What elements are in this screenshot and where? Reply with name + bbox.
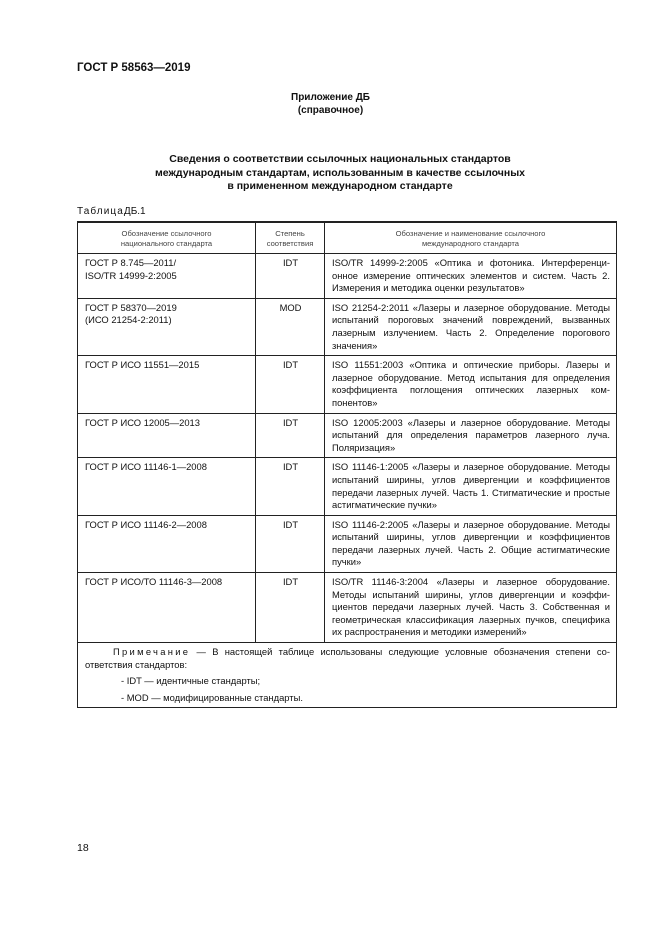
national-standard: ГОСТ Р ИСО 12005—2013 — [85, 416, 200, 428]
degree-cell: IDT — [256, 356, 325, 413]
national-standard-cell — [78, 254, 256, 299]
national-standard: (ИСО 21254-2:2011) — [85, 314, 172, 326]
header-line: соответствия — [266, 239, 314, 248]
degree-cell: IDT — [256, 515, 325, 572]
table-caption-number: ДБ.1 — [123, 206, 146, 217]
international-standard-cell: ISO 21254-2:2011 «Лазеры и лазерное оборудование. Методы испытаний пороговых значений повреждений, вызванных лазерным излучением. Часть 2. Определение порогового значения» — [325, 298, 617, 355]
international-standard-cell: ISO 12005:2003 «Лазеры и лазерное оборудование. Методы испытаний для определения параметров лазерного луча. Поляризация» — [325, 413, 617, 458]
table-row — [78, 298, 617, 355]
correspondence-table — [77, 221, 617, 708]
appendix-title: Приложение ДБ — [291, 92, 370, 103]
degree-cell: IDT — [256, 413, 325, 458]
document-code: ГОСТ Р 58563—2019 — [77, 62, 191, 74]
table-note — [78, 643, 617, 708]
table-row — [78, 356, 617, 413]
header-national-standard — [78, 222, 256, 254]
note-text: — В настоящей таблице использованы следующие условные обозначения степени соответствия стандартов: — [85, 646, 610, 670]
heading-line: международным стандартам, использованным в качестве ссылочных — [154, 166, 525, 179]
degree-cell: IDT — [256, 573, 325, 643]
table-note-row — [78, 643, 617, 708]
international-standard-cell: ISO 11551:2003 «Оптика и оптические приборы. Лазеры и лазерное оборудование. Метод испытания для определения коэффициента поглощения оптических лазерных компонентов» — [325, 356, 617, 413]
national-standard: ГОСТ Р 8.745—2011/ — [85, 257, 177, 268]
table-caption-word: Таблица — [77, 206, 124, 217]
heading-line: в примененном международном стандарте — [227, 180, 453, 192]
national-standard-cell — [78, 413, 256, 458]
table-row — [78, 254, 617, 299]
table-row — [78, 413, 617, 458]
table-header-row — [78, 222, 617, 254]
header-international-standard — [325, 222, 617, 254]
header-degree — [256, 222, 325, 254]
national-standard-cell — [78, 515, 256, 572]
national-standard: ГОСТ Р ИСО/ТО 11146-3—2008 — [85, 576, 223, 588]
table-row — [78, 458, 617, 515]
national-standard: ГОСТ Р ИСО 11146-1—2008 — [85, 461, 207, 473]
national-standard-cell — [78, 458, 256, 515]
header-line: международного стандарта — [421, 239, 520, 248]
international-standard-cell: ISO 11146-2:2005 «Лазеры и лазерное оборудование. Методы испытаний ширины, углов дивергенции и коэффициентов передачи лазерных лучей. Часть 2. Общие астигматические пучки» — [325, 515, 617, 572]
note-paragraph — [85, 646, 610, 671]
international-standard-cell: ISO 11146-1:2005 «Лазеры и лазерное оборудование. Методы испытаний ширины, углов дивергенции и коэффициентов передачи лазерных лучей. Часть 1. Стигматические и простые астигматические пучки» — [325, 458, 617, 515]
international-standard-cell: ISO/TR 11146-3:2004 «Лазеры и лазерное оборудование. Методы испытаний ширины, углов дивергенции и коэффициентов передачи лазерных лучей. Часть 3. Собственная и геометрическая классификация лазерных пучков, специфика их распространения и методики измерений» — [325, 573, 617, 643]
degree-cell: MOD — [256, 298, 325, 355]
national-standard-cell — [78, 573, 256, 643]
note-list-item: - MOD — модифицированные стандарты. — [121, 691, 303, 703]
appendix-subtitle: (справочное) — [297, 105, 364, 116]
header-line: Обозначение и наименование ссылочного — [395, 229, 546, 238]
table-row — [78, 573, 617, 643]
header-line: Обозначение ссылочного — [121, 229, 212, 238]
national-standard: ГОСТ Р 58370—2019 — [85, 301, 177, 313]
note-lead: Примечание — [113, 646, 191, 658]
degree-cell: IDT — [256, 458, 325, 515]
appendix-header — [0, 91, 661, 117]
national-standard-cell — [78, 356, 256, 413]
national-standard-cell — [78, 298, 256, 355]
section-heading — [110, 153, 570, 194]
national-standard: ГОСТ Р ИСО 11146-2—2008 — [85, 518, 207, 530]
note-list-item: - IDT — идентичные стандарты; — [121, 675, 261, 687]
degree-cell: IDT — [256, 254, 325, 299]
national-standard: ГОСТ Р ИСО 11551—2015 — [85, 359, 200, 371]
header-line: национального стандарта — [120, 239, 213, 248]
page-number: 18 — [77, 842, 89, 854]
table-row — [78, 515, 617, 572]
table-caption — [77, 206, 146, 217]
heading-line: Сведения о соответствии ссылочных национальных стандартов — [169, 153, 511, 165]
national-standard: ISO/TR 14999-2:2005 — [85, 269, 177, 281]
international-standard-cell: ISO/TR 14999-2:2005 «Оптика и фотоника. Интерференционное измерение оптических элементов и систем. Часть 2. Измерения и методика оценки результатов» — [325, 254, 617, 299]
header-line: Степень — [275, 229, 305, 238]
